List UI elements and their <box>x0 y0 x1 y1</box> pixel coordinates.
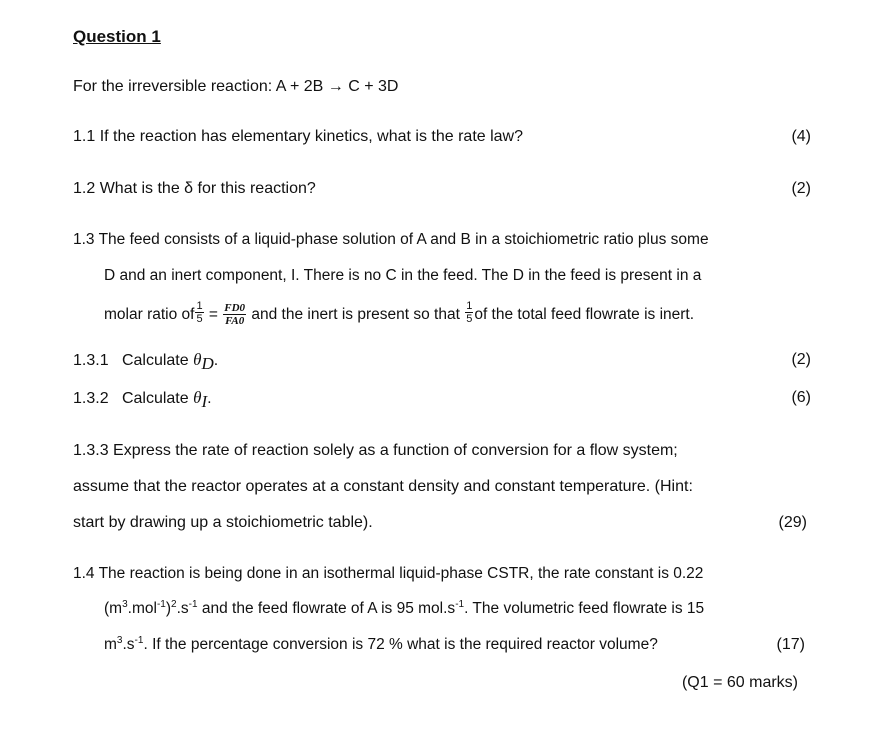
volumetric-text: . The volumetric feed flowrate is 15 <box>464 600 705 617</box>
question-1-3-1-label: 1.3.1 <box>73 352 109 369</box>
question-1-3-1 <box>73 350 219 374</box>
sup-3: 3 <box>122 598 128 610</box>
units-s: .s <box>176 600 189 617</box>
units-open: (m <box>104 600 123 617</box>
total-feed-text: of the total feed flowrate is inert. <box>474 306 695 323</box>
question-1-4-marks: (17) <box>776 636 805 653</box>
question-1-2-marks: (2) <box>791 180 811 197</box>
equals-sign: = <box>208 306 218 323</box>
units-m: m <box>104 636 117 653</box>
question-1-4-line1: 1.4 The reaction is being done in an isothermal liquid-phase CSTR, the rate constant is 0.22 <box>73 565 704 582</box>
question-1-3-line3 <box>104 300 694 330</box>
question-1-2-text: 1.2 What is the δ for this reaction? <box>73 180 316 197</box>
feed-a-text: and the feed flowrate of A is 95 mol.s <box>197 600 456 617</box>
conversion-text: . If the percentage conversion is 72 % what is the required reactor volume? <box>143 636 658 653</box>
question-1-3-2 <box>73 388 212 412</box>
fd0-over-fa0-fraction: $\frac{FD0}{FA0}$ <box>224 302 246 328</box>
question-1-4-line3 <box>104 635 658 655</box>
one-fifth-fraction: $\frac{1}{5}$ <box>196 300 203 326</box>
molar-ratio-text: molar ratio of <box>104 306 195 323</box>
question-1-3-line2: D and an inert component, I. There is no C in the feed. The D in the feed is present in a <box>104 267 702 284</box>
question-title: Question 1 <box>73 27 161 46</box>
theta-subscript-i: I <box>201 392 208 412</box>
question-1-1-text: 1.1 If the reaction has elementary kinetics, what is the rate law? <box>73 128 524 145</box>
sup-3-b: 3 <box>116 634 123 646</box>
units-s-b: .s <box>122 636 135 653</box>
question-1-3-2-text: Calculate <box>121 390 189 407</box>
sup-neg1-c: -1 <box>455 598 465 610</box>
sup-neg1-b: -1 <box>188 598 198 610</box>
question-1-1-marks: (4) <box>791 128 811 145</box>
question-1-3-1-text: Calculate <box>121 352 189 369</box>
units-mol: .mol <box>127 600 157 617</box>
theta-symbol: θ <box>193 350 202 369</box>
period: . <box>207 390 212 407</box>
theta-subscript-d: D <box>201 354 214 374</box>
question-1-3-3-line3: start by drawing up a stoichiometric table). <box>73 514 373 531</box>
reaction-intro: For the irreversible reaction: A + 2B → C + 3D <box>73 78 399 95</box>
total-marks: (Q1 = 60 marks) <box>681 674 798 691</box>
inert-text: and the inert is present so that <box>251 306 460 323</box>
units-close: ) <box>165 600 172 617</box>
question-1-3-line1: 1.3 The feed consists of a liquid-phase solution of A and B in a stoichiometric ratio plus some <box>73 231 709 248</box>
theta-symbol: θ <box>193 388 202 407</box>
question-1-3-3-line2: assume that the reactor operates at a constant density and constant temperature. (Hint: <box>73 478 693 495</box>
question-1-3-2-marks: (6) <box>791 389 811 406</box>
question-1-3-2-label: 1.3.2 <box>73 390 109 407</box>
period: . <box>213 352 219 369</box>
question-1-4-line2 <box>104 599 704 619</box>
question-1-3-3-marks: (29) <box>778 514 807 531</box>
sup-2: 2 <box>171 598 177 610</box>
one-fifth-fraction-inert: $\frac{1}{5}$ <box>466 300 473 326</box>
sup-neg1-d: -1 <box>134 634 144 646</box>
sup-neg1: -1 <box>156 598 166 610</box>
question-1-3-3-line1: 1.3.3 Express the rate of reaction solely as a function of conversion for a flow system; <box>73 442 678 459</box>
question-1-3-1-marks: (2) <box>791 351 811 368</box>
